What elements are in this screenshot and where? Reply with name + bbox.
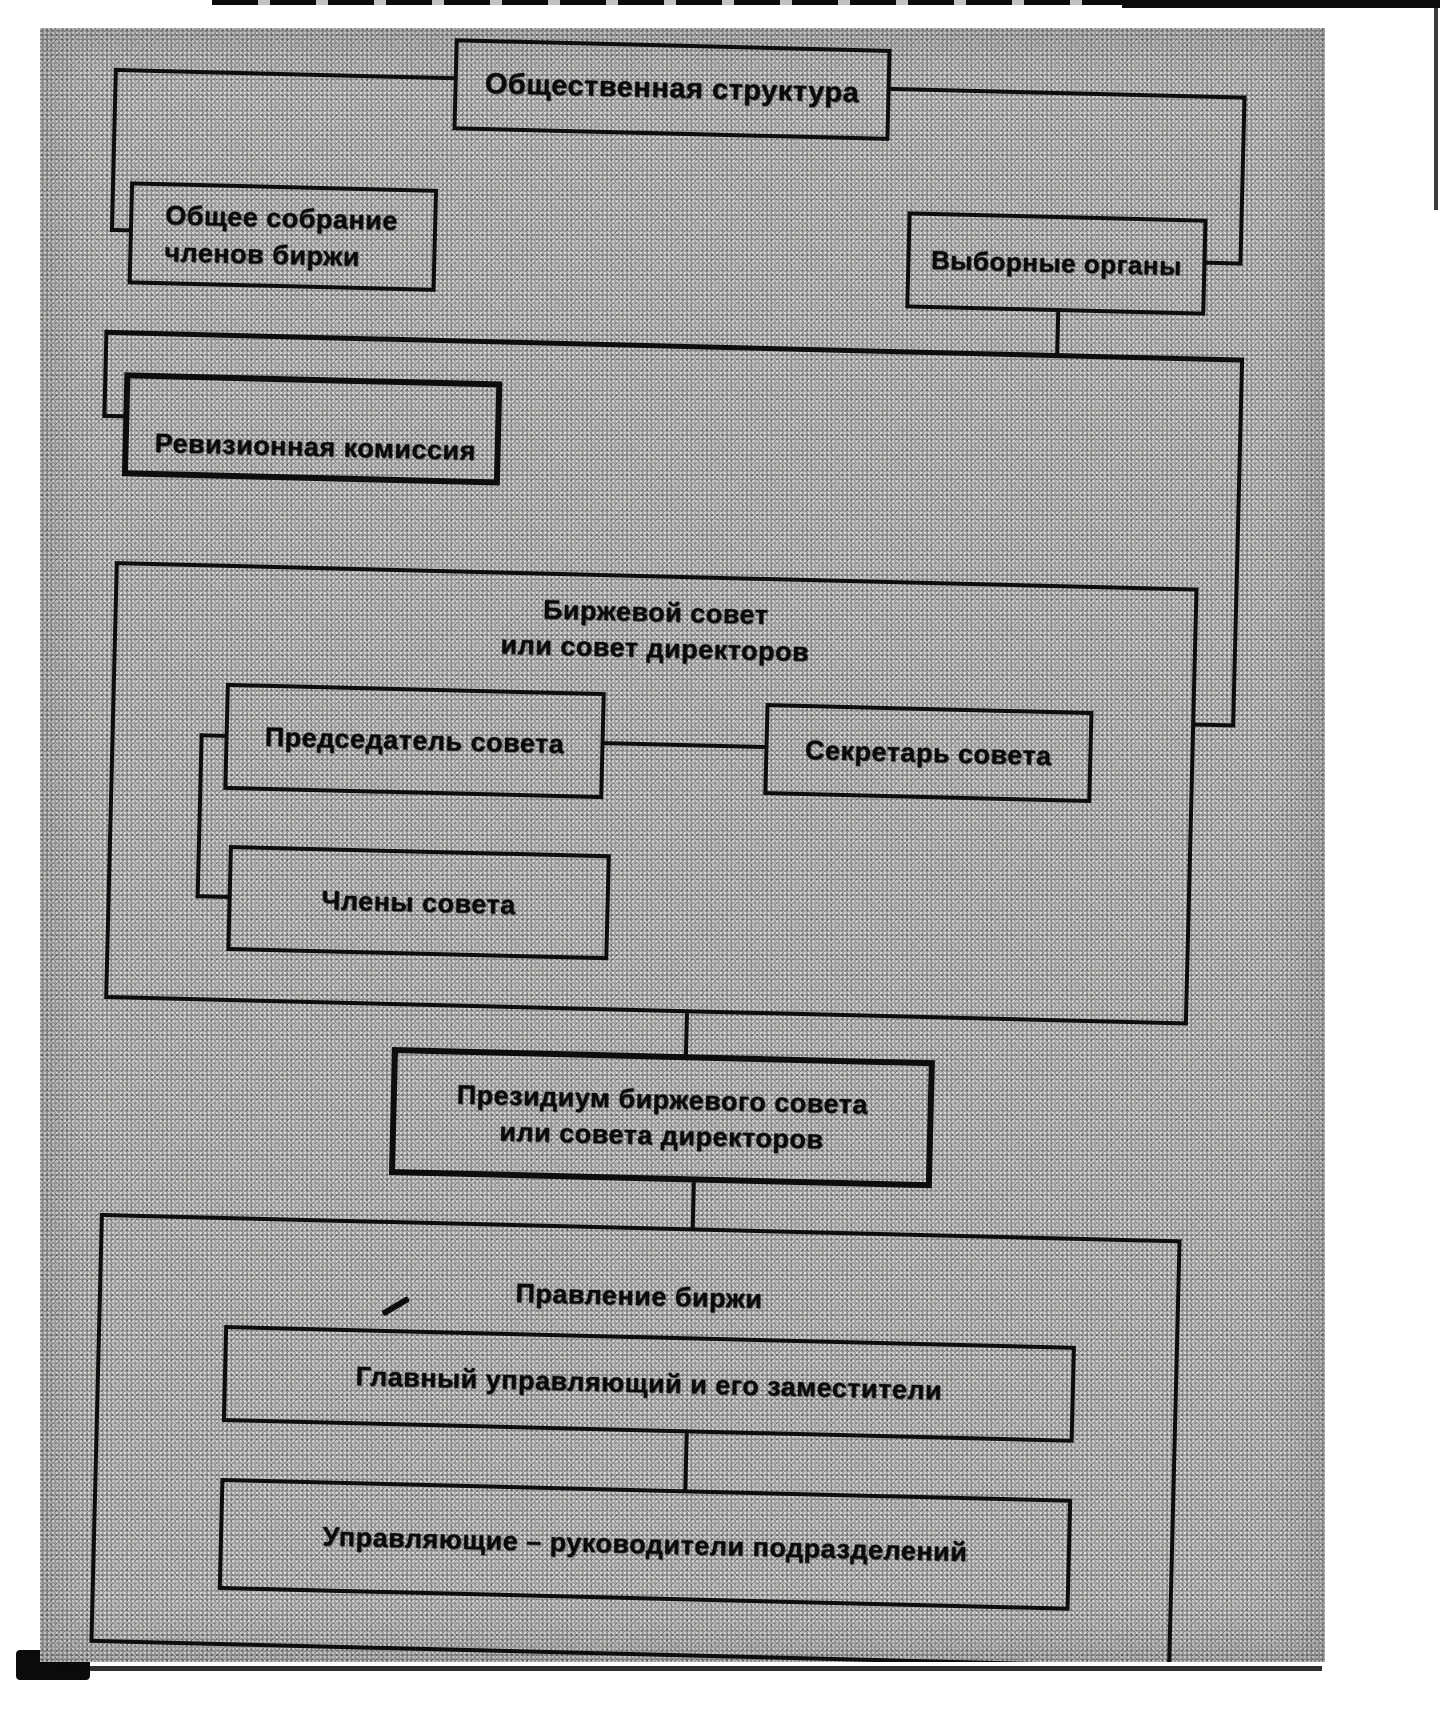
node-division-managers-label: Управляющие – руководители подразделений: [322, 1521, 968, 1568]
scan-artifact-right-line: [1434, 0, 1438, 210]
node-general-meeting-line2: членов биржи: [164, 236, 361, 272]
node-elected-bodies: [905, 211, 1207, 315]
node-chief-manager-label: Главный управляющий и его заместители: [355, 1361, 943, 1406]
node-exchange-council-line1: Биржевой совет: [542, 594, 769, 631]
node-audit-commission-label: Ревизионная комиссия: [154, 427, 477, 466]
connector-title-to-right: [889, 87, 1247, 100]
connector-cross-bar: [104, 330, 1244, 363]
connector-audit-stub: [102, 414, 127, 419]
connector-crossbar-left-drop: [102, 330, 108, 418]
connector-title-to-left: [114, 68, 456, 80]
node-division-managers: [218, 1478, 1072, 1611]
node-exchange-council-line2: или совет директоров: [500, 629, 810, 668]
node-general-meeting: [128, 181, 438, 291]
node-presidium-line2: или совета директоров: [499, 1116, 824, 1155]
connector-presidium-board: [691, 1182, 696, 1229]
node-council-secretary: [763, 703, 1093, 803]
connector-bracket-bottom-stub: [196, 894, 230, 899]
node-council-members-label: Члены совета: [321, 885, 517, 920]
connector-elected-down: [1055, 312, 1060, 356]
node-council-chairman: [223, 683, 606, 799]
node-exchange-council-label: [500, 591, 810, 671]
node-audit-commission: [122, 372, 502, 485]
scan-artifact-bottom-line: [60, 1666, 1322, 1671]
node-council-members: [226, 845, 610, 960]
node-presidium-label: [455, 1076, 868, 1159]
node-general-meeting-line1: Общее собрание: [164, 200, 399, 236]
node-presidium: [389, 1047, 935, 1188]
node-exchange-board-label: Правление биржи: [515, 1278, 763, 1315]
node-council-chairman-label: Председатель совета: [264, 722, 565, 760]
node-presidium-line1: Президиум биржевого совета: [456, 1079, 869, 1120]
scan-artifact-top-chunk: [1122, 0, 1440, 8]
connector-right-stub: [1204, 261, 1242, 266]
scanned-page-area: [40, 28, 1325, 1662]
org-chart: [40, 28, 1325, 1662]
node-chief-manager: [222, 1325, 1076, 1443]
connector-left-stub: [110, 228, 132, 233]
connector-right-drop: [1238, 96, 1246, 266]
node-general-meeting-label: [164, 197, 398, 276]
node-elected-bodies-label: Выборные органы: [930, 244, 1183, 282]
node-public-structure-label: Общественная структура: [484, 68, 860, 110]
node-public-structure: [452, 38, 891, 141]
connector-left-drop: [110, 68, 118, 232]
node-council-secretary-label: Секретарь совета: [804, 734, 1053, 771]
connector-council-right-stub: [1193, 723, 1235, 728]
connector-crossbar-right-drop: [1231, 358, 1244, 728]
connector-council-presidium: [684, 1013, 689, 1056]
